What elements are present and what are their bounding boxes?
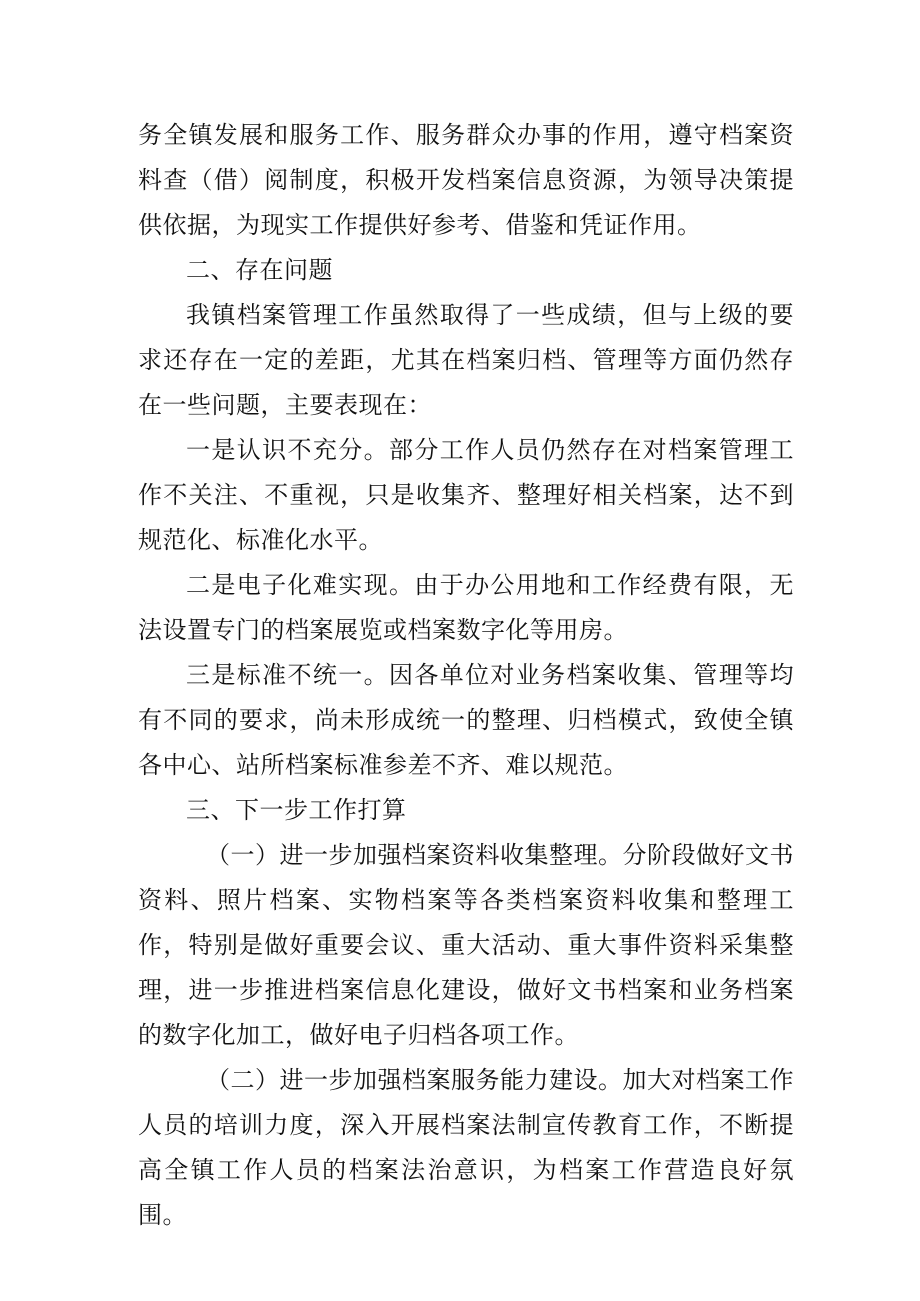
section-heading-next-steps: 三、下一步工作打算: [186, 796, 407, 824]
paragraph-next-step-2: （二）进一步加强档案服务能力建设。加大对档案工作人员的培训力度，深入开展档案法制宣传教育工作，不断提高全镇工作人员的档案法治意识，为档案工作营造良好氛围。: [138, 1066, 794, 1229]
paragraph-continuation: 务全镇发展和服务工作、服务群众办事的作用，遵守档案资料查（借）阅制度，积极开发档案信息资源，为领导决策提供依据，为现实工作提供好参考、借鉴和凭证作用。: [138, 121, 794, 239]
section-heading-problems: 二、存在问题: [186, 256, 333, 284]
paragraph-problems-intro: 我镇档案管理工作虽然取得了一些成绩，但与上级的要求还存在一定的差距，尤其在档案归档、管理等方面仍然存在一些问题，主要表现在：: [138, 301, 794, 419]
paragraph-problem-2: 二是电子化难实现。由于办公用地和工作经费有限，无法设置专门的档案展览或档案数字化等用房。: [138, 571, 794, 644]
paragraph-problem-3: 三是标准不统一。因各单位对业务档案收集、管理等均有不同的要求，尚未形成统一的整理、归档模式，致使全镇各中心、站所档案标准参差不齐、难以规范。: [138, 661, 794, 779]
paragraph-next-step-1: （一）进一步加强档案资料收集整理。分阶段做好文书资料、照片档案、实物档案等各类档案资料收集和整理工作，特别是做好重要会议、重大活动、重大事件资料采集整理，进一步推进档案信息化建设，做好文书档案和业务档案的数字化加工，做好电子归档各项工作。: [138, 841, 794, 1049]
document-body: [138, 113, 794, 1238]
paragraph-problem-1: 一是认识不充分。部分工作人员仍然存在对档案管理工作不关注、不重视，只是收集齐、整理好相关档案，达不到规范化、标准化水平。: [138, 436, 794, 554]
